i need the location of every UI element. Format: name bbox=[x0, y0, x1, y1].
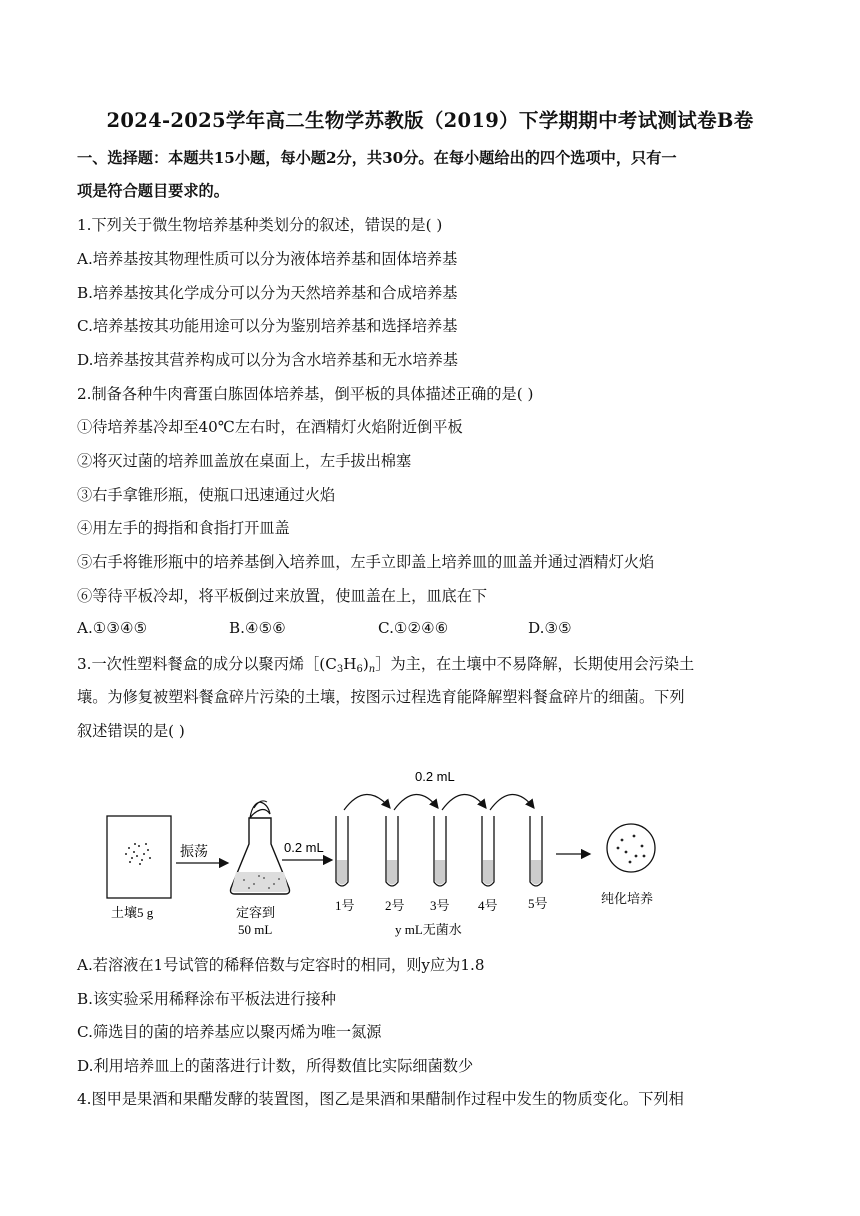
soil-sample bbox=[107, 816, 171, 898]
q1-option-d: D.培养基按其营养构成可以分为含水培养基和无水培养基 bbox=[77, 351, 458, 369]
q3-option-a: A.若溶液在1号试管的稀释倍数与定容时的相同，则y应为1.8 bbox=[77, 956, 485, 974]
tube-1-label: 1号 bbox=[335, 898, 355, 913]
q3-option-c: C.筛选目的菌的培养基应以聚丙烯为唯一氮源 bbox=[77, 1023, 382, 1041]
q3-stem-line3: 叙述错误的是( ) bbox=[77, 722, 185, 740]
soil-label: 土壤5 g bbox=[111, 905, 154, 920]
shake-label: 振荡 bbox=[180, 845, 208, 860]
q2-option-a: A.①③④⑤ bbox=[77, 619, 148, 637]
flask bbox=[231, 801, 290, 894]
dilution-diagram bbox=[104, 760, 684, 940]
q3-stem-line1: 3.一次性塑料餐盒的成分以聚丙烯$[(C_3H_6)_n]$为主，在土壤中不易降解，长期使用会污染土 bbox=[77, 655, 695, 675]
q1-stem: 1.下列关于微生物培养基种类划分的叙述，错误的是( ) bbox=[77, 216, 443, 234]
q2-step-6: ⑥等待平板冷却，将平板倒过来放置，使皿盖在上，皿底在下 bbox=[77, 587, 488, 605]
exam-title: 2024-2025学年高二生物学苏教版（2019）下学期期中考试测试卷B卷 bbox=[106, 109, 754, 132]
q3-option-d: D.利用培养皿上的菌落进行计数，所得数值比实际细菌数少 bbox=[77, 1057, 474, 1075]
q1-option-b: B.培养基按其化学成分可以分为天然培养基和合成培养基 bbox=[77, 284, 458, 302]
transfer-label-1: 0.2 mL bbox=[284, 840, 324, 855]
q2-step-1: ①待培养基冷却至40℃左右时，在酒精灯火焰附近倒平板 bbox=[77, 418, 463, 436]
tube-5-label: 5号 bbox=[528, 896, 548, 911]
section-heading-line1: 一、选择题：本题共15小题，每小题2分，共30分。在每小题给出的四个选项中，只有一 bbox=[77, 149, 677, 167]
q2-step-2: ②将灭过菌的培养皿盖放在桌面上，左手拔出棉塞 bbox=[77, 452, 412, 470]
q2-step-5: ⑤右手将锥形瓶中的培养基倒入培养皿，左手立即盖上培养皿的皿盖并通过酒精灯火焰 bbox=[77, 553, 655, 571]
water-label: y mL无菌水 bbox=[395, 922, 462, 937]
pure-culture-label: 纯化培养 bbox=[601, 891, 654, 906]
flask-label-1: 定容到 bbox=[236, 905, 276, 920]
tube-4-label: 4号 bbox=[478, 898, 498, 913]
q3-option-b: B.该实验采用稀释涂布平板法进行接种 bbox=[77, 990, 336, 1008]
q4-stem: 4.图甲是果酒和果醋发酵的装置图，图乙是果酒和果醋制作过程中发生的物质变化。下列相 bbox=[77, 1090, 684, 1108]
tube-3-label: 3号 bbox=[430, 898, 450, 913]
flask-label-2: 50 mL bbox=[238, 922, 273, 937]
q2-option-d: D.③⑤ bbox=[528, 619, 572, 637]
q2-stem: 2.制备各种牛肉膏蛋白胨固体培养基，倒平板的具体描述正确的是( ) bbox=[77, 385, 534, 403]
tube-2-label: 2号 bbox=[385, 898, 405, 913]
transfer-label-2: 0.2 mL bbox=[415, 769, 455, 784]
q1-option-a: A.培养基按其物理性质可以分为液体培养基和固体培养基 bbox=[77, 250, 458, 268]
q2-step-4: ④用左手的拇指和食指打开皿盖 bbox=[77, 519, 290, 537]
q1-option-c: C.培养基按其功能用途可以分为鉴别培养基和选择培养基 bbox=[77, 317, 458, 335]
q2-option-b: B.④⑤⑥ bbox=[229, 619, 286, 637]
q3-stem-line2: 壤。为修复被塑料餐盒碎片污染的土壤，按图示过程选育能降解塑料餐盒碎片的细菌。下列 bbox=[77, 688, 685, 706]
q2-step-3: ③右手拿锥形瓶，使瓶口迅速通过火焰 bbox=[77, 486, 336, 504]
petri-dish bbox=[607, 824, 655, 872]
section-heading-line2: 项是符合题目要求的。 bbox=[77, 182, 229, 200]
q2-option-c: C.①②④⑥ bbox=[378, 619, 449, 637]
